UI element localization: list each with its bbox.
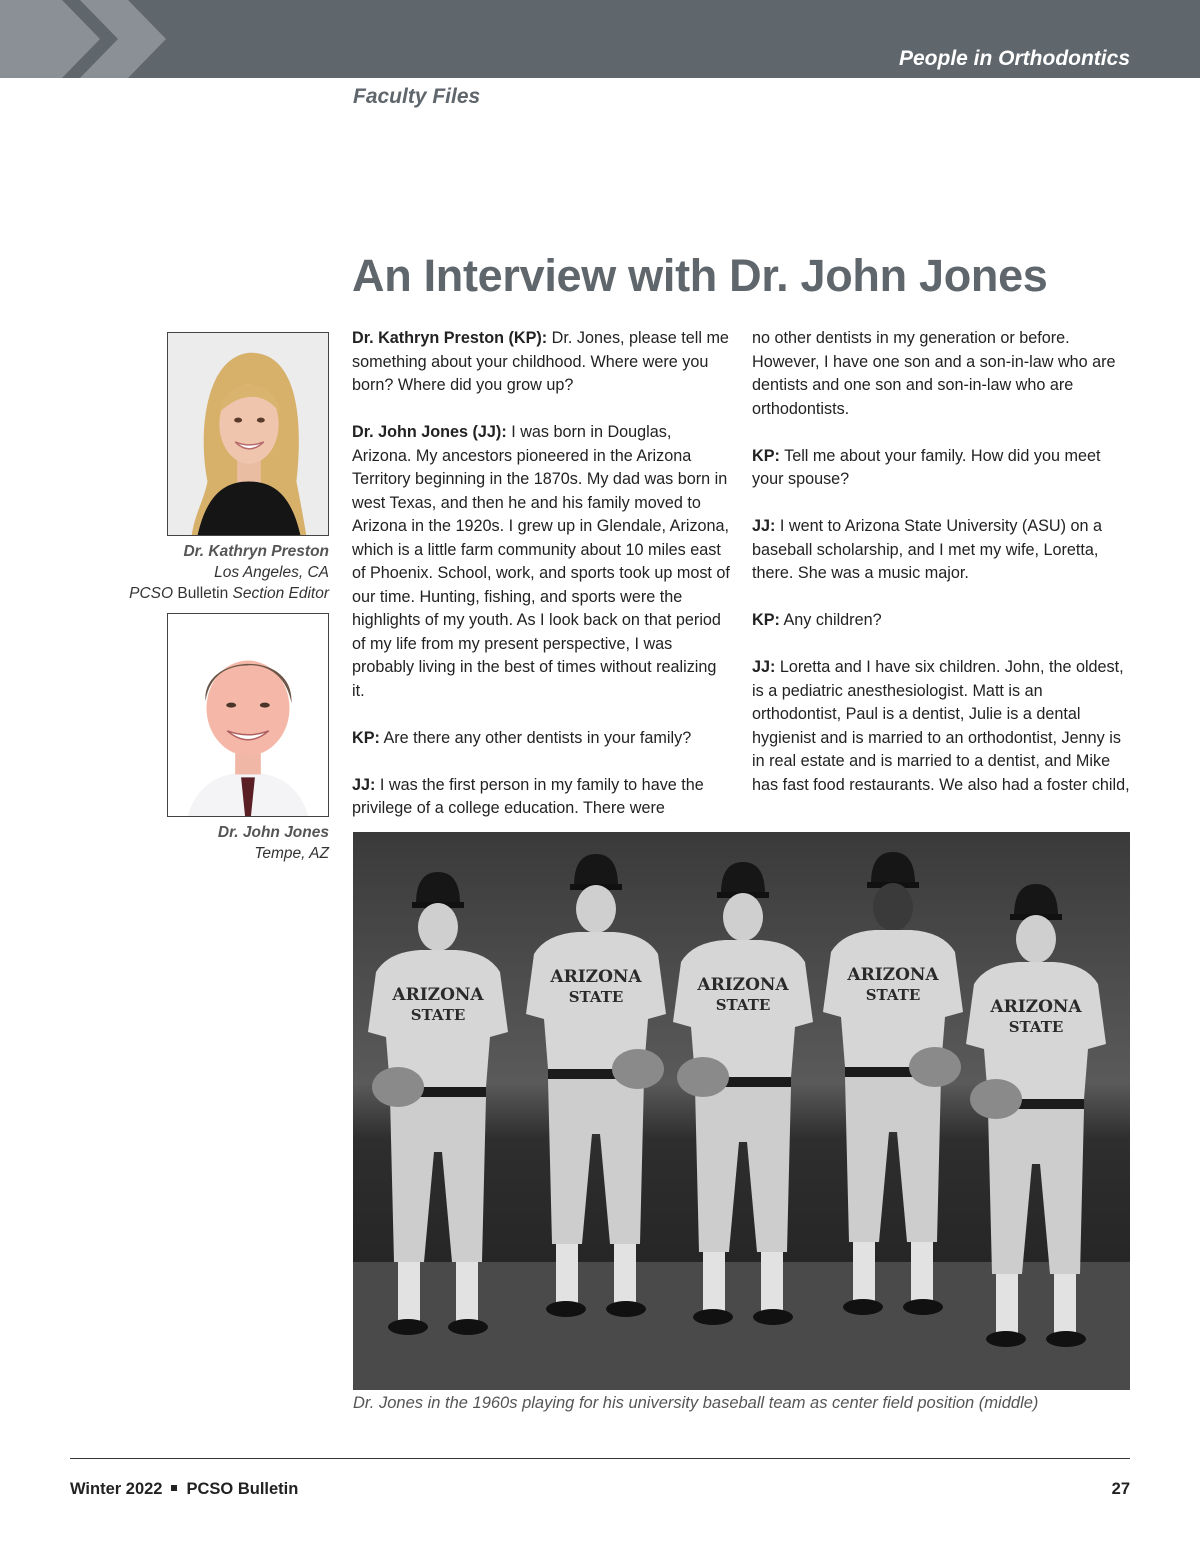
interview-paragraph	[352, 727, 732, 751]
interview-paragraph	[752, 445, 1132, 492]
kathryn-preston-photo	[167, 332, 329, 536]
interview-paragraph	[752, 327, 1132, 421]
caption-role-publication: Bulletin	[173, 585, 233, 602]
caption-name: Dr. Kathryn Preston	[183, 543, 329, 560]
footer-divider	[70, 1458, 1130, 1459]
interview-column-right	[752, 327, 1132, 821]
svg-text:STATE: STATE	[568, 988, 624, 1006]
svg-text:STATE: STATE	[1008, 1018, 1064, 1036]
speaker-label: KP:	[752, 611, 780, 629]
john-jones-photo	[167, 613, 329, 817]
caption-name: Dr. John Jones	[217, 824, 329, 841]
footer-issue: Winter 2022	[70, 1480, 163, 1498]
paragraph-text: Dr. Jones, please tell me something about your childhood. Where were you born? Where did you grow up?	[352, 329, 729, 394]
footer-publication-info	[70, 1480, 298, 1499]
paragraph-text: Loretta and I have six children. John, the oldest, is a pediatric anesthesiologist. Matt is an orthodontist, Paul is a dentist, Julie is a dental hygienist and is married to an orthodontist, Jenny is in real estate and is married to a dentist, and Mike has fast food restaurants. We also had a foster child,	[752, 658, 1130, 794]
subsection-label: Faculty Files	[353, 85, 481, 108]
interview-paragraph	[352, 327, 732, 398]
svg-text:ARIZONA: ARIZONA	[392, 985, 484, 1005]
paragraph-text: I was born in Douglas, Arizona. My ancestors pioneered in the Arizona Territory beginning in the 1870s. My dad was born in west Texas, and then he and his family moved to Arizona in the 1920s. I grew up in Glendale, Arizona, which is a little farm community about 10 miles east of Phoenix. School, work, and sports took up most of our time. Hunting, fishing, and sports were the highlights of my youth. As I look back on that period of my life from my present perspective, I was probably living in the best of times without realizing it.	[352, 423, 730, 700]
speaker-label: JJ:	[752, 517, 776, 535]
paragraph-text: Tell me about your family. How did you meet your spouse?	[752, 446, 1101, 488]
caption-location: Tempe, AZ	[254, 845, 329, 862]
kathryn-preston-caption	[129, 541, 329, 604]
paragraph-text: Any children?	[779, 611, 882, 629]
interview-paragraph	[352, 421, 732, 703]
interview-paragraph	[752, 656, 1132, 797]
article-title: An Interview with Dr. John Jones	[352, 250, 1048, 301]
section-label: People in Orthodontics	[898, 47, 1130, 70]
page-number: 27	[1111, 1480, 1130, 1498]
chevron-decoration-icon	[0, 0, 200, 78]
team-photo-caption: Dr. Jones in the 1960s playing for his university baseball team as center field position (middle)	[353, 1394, 1039, 1412]
baseball-team-photo	[353, 832, 1130, 1390]
interview-paragraph	[752, 515, 1132, 586]
svg-text:STATE: STATE	[410, 1006, 466, 1024]
speaker-label: Dr. Kathryn Preston (KP):	[352, 329, 548, 347]
speaker-label: KP:	[352, 728, 380, 747]
svg-text:ARIZONA: ARIZONA	[697, 975, 789, 995]
speaker-label: KP:	[752, 446, 780, 465]
svg-text:ARIZONA: ARIZONA	[550, 967, 642, 987]
svg-text:ARIZONA: ARIZONA	[990, 997, 1082, 1017]
interview-paragraph	[752, 609, 1132, 633]
speaker-label: Dr. John Jones (JJ):	[352, 423, 507, 441]
square-bullet-icon	[171, 1485, 177, 1491]
speaker-label: JJ:	[752, 658, 776, 676]
john-jones-caption	[218, 822, 329, 864]
svg-text:ARIZONA: ARIZONA	[847, 965, 939, 985]
caption-role-prefix: PCSO	[129, 585, 174, 602]
caption-role-suffix: Section Editor	[232, 585, 329, 602]
paragraph-text: I went to Arizona State University (ASU) on a baseball scholarship, and I met my wife, Loretta, there. She was a music major.	[752, 517, 1102, 582]
caption-role	[129, 583, 329, 604]
paragraph-text: I was the first person in my family to have the privilege of a college education. There were	[352, 775, 704, 817]
speaker-label: JJ:	[352, 775, 376, 794]
paragraph-text: Are there any other dentists in your family?	[379, 728, 692, 747]
interview-paragraph	[352, 774, 732, 821]
paragraph-text: no other dentists in my generation or before. However, I have one son and a son-in-law who are dentists and one son and son-in-law who are orthodontists.	[752, 329, 1116, 418]
svg-text:STATE: STATE	[715, 996, 771, 1014]
interview-column-left	[352, 327, 732, 844]
footer-publication: PCSO Bulletin	[186, 1480, 299, 1498]
svg-text:STATE: STATE	[865, 986, 921, 1004]
caption-location: Los Angeles, CA	[214, 564, 329, 581]
